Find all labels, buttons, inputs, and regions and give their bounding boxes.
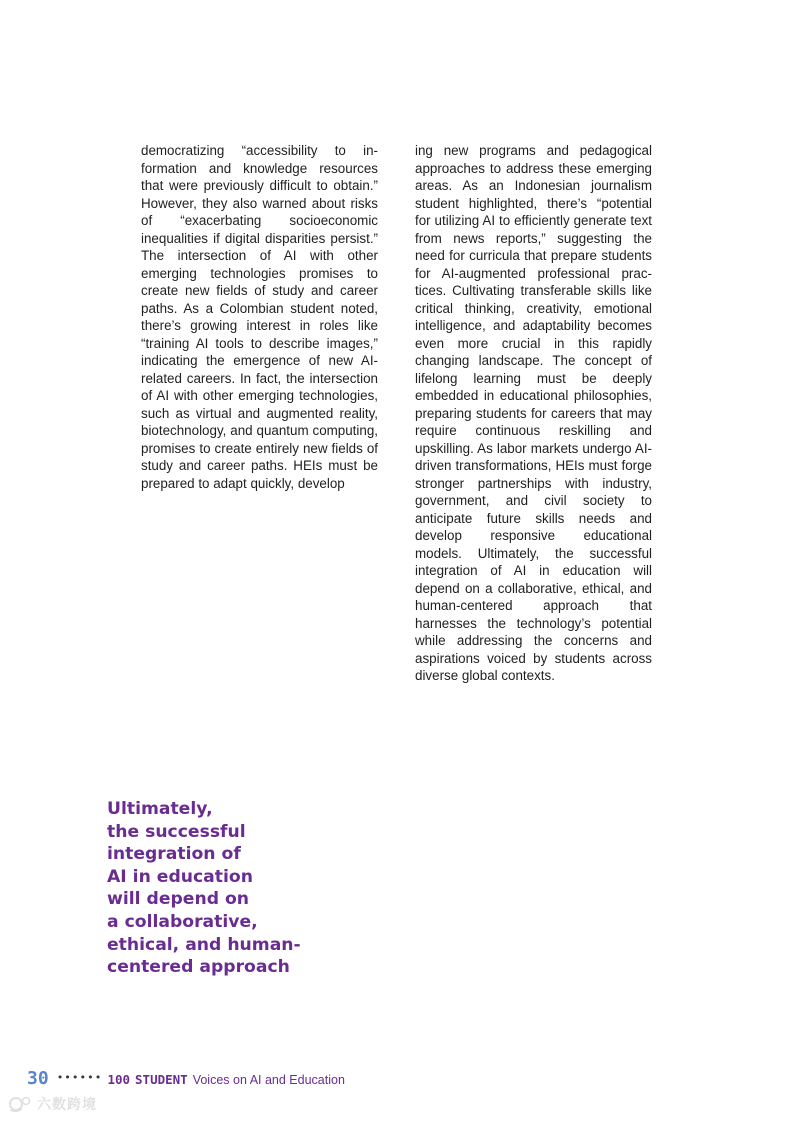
page-number: 30 [27, 1068, 49, 1089]
body-text-column-left: democratizing “accessibility to information and knowledge resources that were previously difficult to obtain.” However, they also warned about risks of “exacerbating socioeconomic inequalities if digital disparities persist.” The intersection of AI with other emerging technologies promises to create new fields of study and career paths. As a Colombian student noted, there’s growing interest in roles like “training AI tools to describe images,” indicating the emergence of new AI-related careers. In fact, the intersection of AI with other emerging technologies, such as virtual and augmented reality, biotechnology, and quantum computing, promises to create entirely new fields of study and career paths. HEIs must be prepared to adapt quickly, develop [141, 143, 378, 491]
body-text-column-right: ing new programs and pedagogical approaches to address these emerging areas. As an Indonesian journalism student highlighted, there’s “potential for utilizing AI to efficiently generate text from news reports,” suggesting the need for curricula that prepare students for AI-augmented professional practices. Cultivating transferable skills like critical thinking, creativity, emotional intelligence, and adaptability becomes even more crucial in this rapidly changing landscape. The concept of lifelong learning must be deeply embedded in educational philosophies, preparing students for careers that may require continuous reskilling and upskilling. As labor markets undergo AI-driven transformations, HEIs must forge stronger partnerships with industry, government, and civil society to anticipate future skills needs and develop responsive educational models. Ultimately, the successful integration of AI in education will depend on a collaborative, ethical, and human-centered approach that harnesses the technology’s potential while addressing the concerns and aspirations voiced by students across diverse global contexts. [415, 143, 652, 683]
series-word: STUDENT [135, 1072, 188, 1087]
watermark [8, 1094, 97, 1114]
watermark-text: 六数跨境 [37, 1097, 97, 1113]
series-subtitle: Voices on AI and Education [192, 1073, 345, 1087]
watermark-logo-icon [8, 1095, 34, 1113]
pull-quote: Ultimately, the successful integration of AI in education will depend on a collaborative, ethical, and human- centered approach [107, 799, 301, 978]
footer-dots: •••••• [56, 1071, 103, 1084]
series-number: 100 [107, 1072, 131, 1087]
page-footer [27, 1068, 345, 1092]
